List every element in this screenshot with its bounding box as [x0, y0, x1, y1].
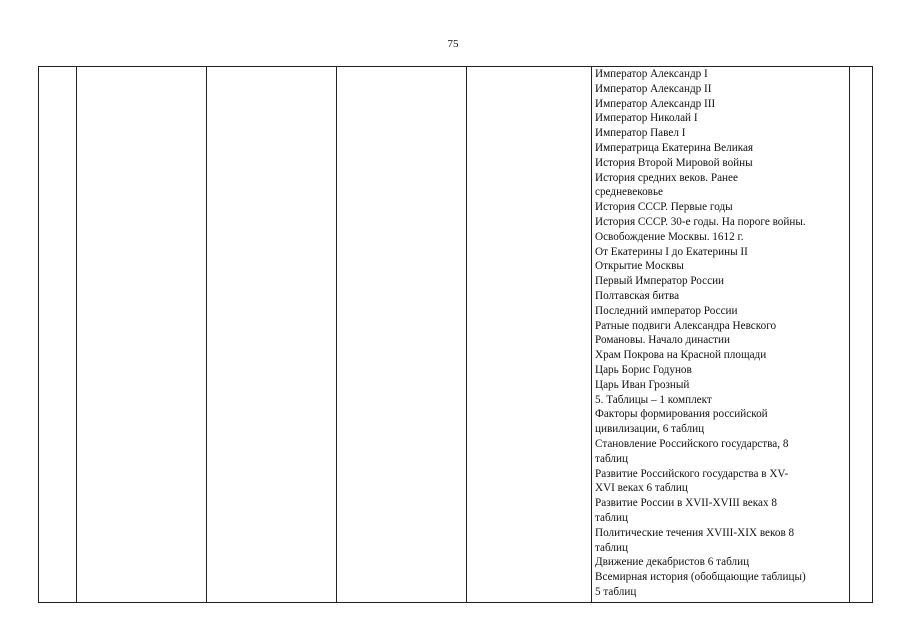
content-line: Император Николай I: [595, 112, 698, 125]
content-line: 5. Таблицы – 1 комплект: [595, 393, 712, 406]
table-cell-3: [207, 67, 337, 603]
table-cell-1: [39, 67, 77, 603]
table-row: [39, 67, 873, 603]
content-line: Царь Иван Грозный: [595, 378, 690, 391]
content-line: Развитие Российского государства в XV-: [595, 467, 789, 480]
content-line: Император Павел I: [595, 127, 686, 140]
table-cell-5: [467, 67, 592, 603]
content-line: Ратные подвиги Александра Невского: [595, 319, 777, 332]
content-line: таблиц: [595, 541, 628, 554]
content-line: Полтавская битва: [595, 289, 680, 302]
content-line: Развитие России в XVII-XVIII веках 8: [595, 497, 777, 510]
content-line: Романовы. Начало династии: [595, 334, 730, 347]
content-line: Открытие Москвы: [595, 260, 684, 273]
content-line: Император Александр II: [595, 82, 712, 95]
content-list: [592, 67, 849, 600]
table-cell-4: [337, 67, 467, 603]
table-cell-2: [77, 67, 207, 603]
content-line: Движение декабристов 6 таблиц: [595, 556, 750, 569]
content-line: средневековье: [595, 186, 664, 199]
table-cell-content: [592, 67, 850, 603]
table-cell-7: [850, 67, 873, 603]
content-line: Император Александр III: [595, 97, 716, 110]
content-line: Храм Покрова на Красной площади: [595, 349, 767, 362]
content-line: Царь Борис Годунов: [595, 363, 692, 376]
content-line: Политические течения XVIII-XIX веков 8: [595, 526, 795, 539]
content-table: [38, 66, 873, 603]
content-line: Факторы формирования российской: [595, 408, 768, 421]
content-line: Первый Император России: [595, 275, 725, 288]
content-line: История СССР. Первые годы: [595, 201, 733, 214]
content-line: XVI веках 6 таблиц: [595, 482, 688, 495]
content-line: Освобождение Москвы. 1612 г.: [595, 230, 744, 243]
content-line: История средних веков. Ранее: [595, 171, 738, 184]
page-number: 75: [447, 38, 459, 50]
content-line: таблиц: [595, 511, 628, 524]
content-line: Всемирная история (обобщающие таблицы): [595, 571, 806, 584]
content-line: История Второй Мировой войны: [595, 156, 753, 169]
content-line: цивилизации, 6 таблиц: [595, 423, 705, 436]
content-line: От Екатерины I до Екатерины II: [595, 245, 748, 258]
content-line: Императрица Екатерина Великая: [595, 141, 754, 154]
content-line: Последний император России: [595, 304, 738, 317]
content-line: 5 таблиц: [595, 585, 637, 598]
content-line: Император Александр I: [595, 68, 708, 80]
content-line: Становление Российского государства, 8: [595, 437, 789, 450]
content-line: История СССР. 30-е годы. На пороге войны.: [595, 215, 806, 228]
content-line: таблиц: [595, 452, 628, 465]
